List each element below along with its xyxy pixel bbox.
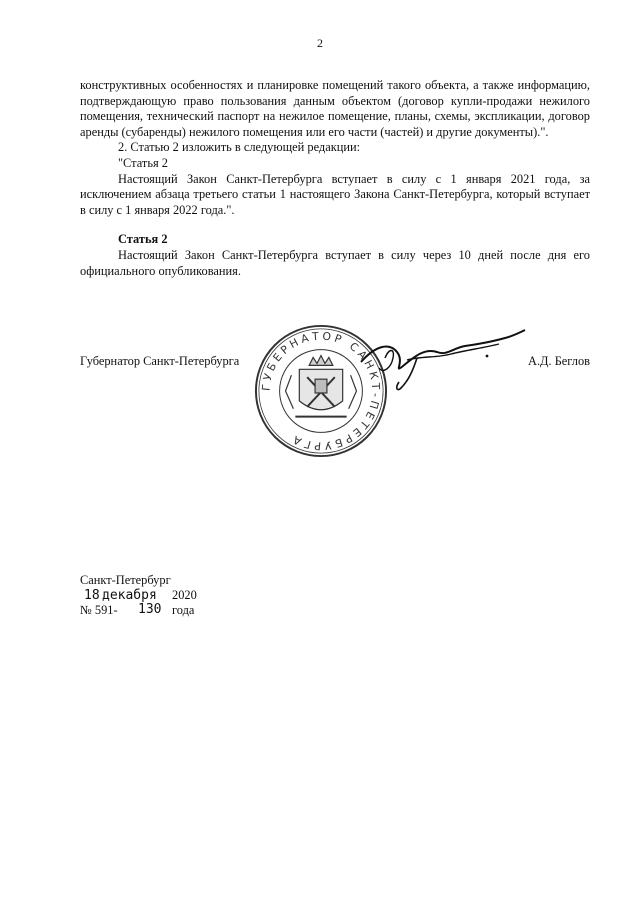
document-footer: [80, 573, 197, 618]
city-name: Санкт-Петербург: [80, 573, 171, 587]
page-number: 2: [317, 36, 323, 50]
signatory-name: А.Д. Беглов: [528, 354, 590, 368]
paragraph-continuation: конструктивных особенностях и планировке помещений такого объекта, а также информацию, подтверждающую право пользования данным объектом (договор купли-продажи нежилого помещения, технический паспорт на нежилое помещение, планы, схемы, экспликации, договор аренды (субаренды) нежилого помещения или его части (частей) и другие документы).".: [80, 78, 590, 139]
law-number-prefix: № 591-: [80, 603, 118, 617]
document-body: [80, 78, 590, 279]
handwritten-signature: [355, 318, 530, 396]
date-day: 18: [84, 588, 100, 603]
seal-ring-text: ГУБЕРНАТОР САНКТ-ПЕТЕРБУРГА: [259, 329, 383, 453]
paragraph-spacer: [80, 218, 590, 232]
law-number: [80, 603, 171, 618]
signatory-title: Губернатор Санкт-Петербурга: [80, 354, 240, 368]
paragraph-entry-into-force: Настоящий Закон Санкт-Петербурга вступает в силу через 10 дней после дня его официального опубликования.: [80, 247, 590, 278]
paragraph-amendment-item: 2. Статью 2 изложить в следующей редакции:: [118, 140, 361, 155]
paragraph-quoted-article-text: Настоящий Закон Санкт-Петербурга вступает в силу с 1 января 2021 года, за исключением абзаца третьего статьи 1 настоящего Закона Санкт-Петербурга, который вступает в силу с 1 января 2022 года.".: [80, 171, 590, 217]
law-number-value: 130: [138, 602, 162, 617]
coat-of-arms-emblem: [286, 356, 357, 417]
date-month: декабря: [102, 588, 157, 603]
place-of-signing: [80, 573, 171, 588]
article-heading: Статья 2: [118, 232, 168, 247]
date-year: 2020 года: [172, 588, 197, 617]
paragraph-quoted-article-title: "Статья 2: [118, 155, 168, 170]
